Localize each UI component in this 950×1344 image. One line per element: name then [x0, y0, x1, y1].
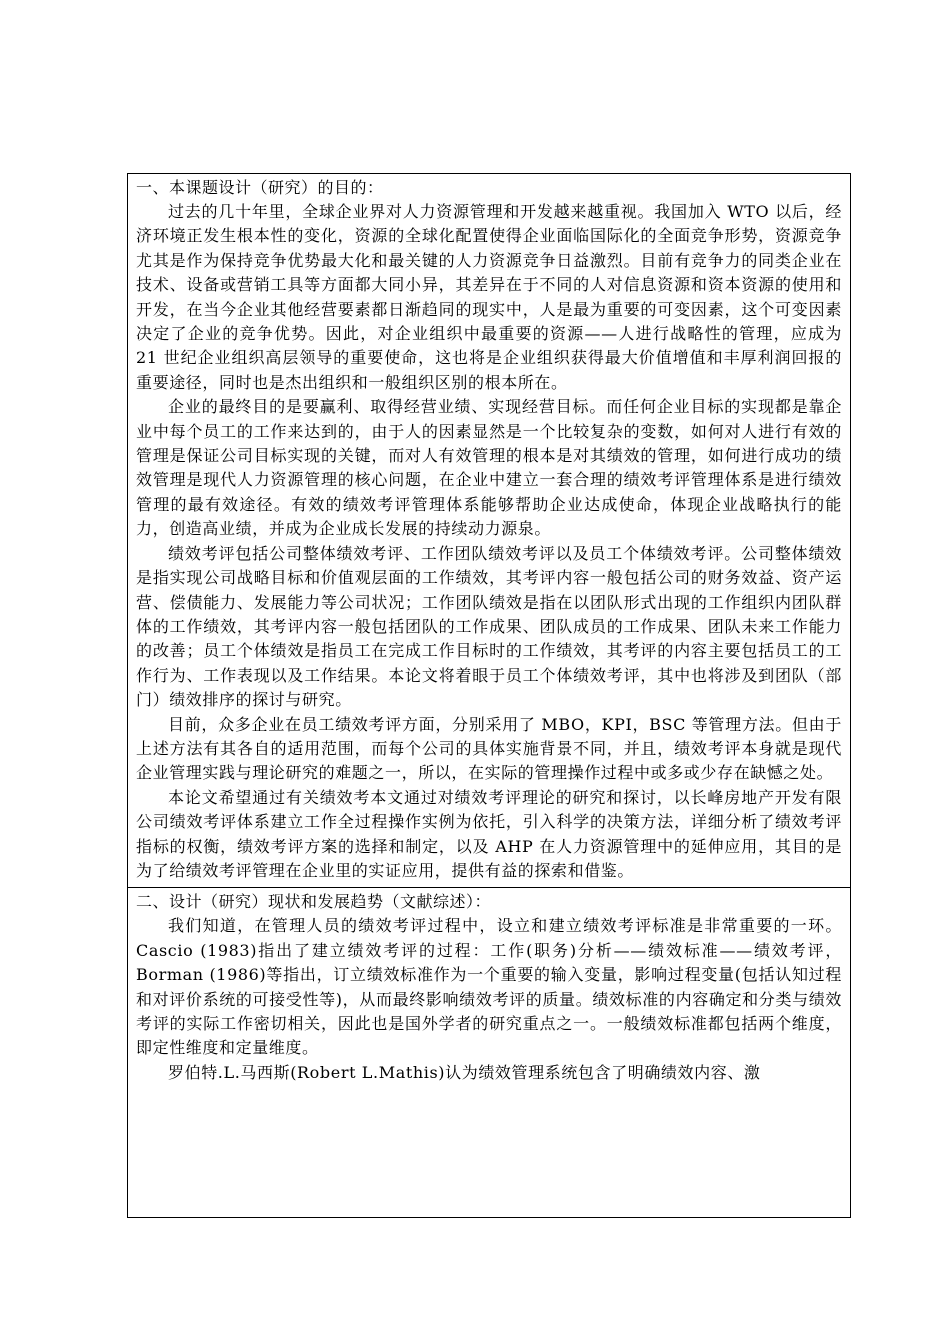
review-paragraph-1: 我们知道，在管理人员的绩效考评过程中，设立和建立绩效考评标准是非常重要的一环。Cascio (1983)指出了建立绩效考评的过程：工作(职务)分析——绩效标准——绩效考评，Borman (1986)等指出，订立绩效标准作为一个重要的输入变量，影响过程变量(包括认知过程和对评价系统的可接受性等)，从而最终影响绩效考评的质量。绩效标准的内容确定和分类与绩效考评的实际工作密切相关，因此也是国外学者的研究重点之一。一般绩效标准都包括两个维度，即定性维度和定量维度。 — [136, 916, 842, 1058]
review-paragraph-2: 罗伯特.L.马西斯(Robert L.Mathis)认为绩效管理系统包含了明确绩效内容、激 — [168, 1062, 761, 1082]
section-purpose-cell — [128, 174, 851, 888]
purpose-paragraph-4: 目前，众多企业在员工绩效考评方面，分别采用了 MBO，KPI，BSC 等管理方法。但由于上述方法有其各自的适用范围，而每个公司的具体实施背景不同，并且，绩效考评本身就是现代企业管理实践与理论研究的难题之一，所以，在实际的管理操作过程中或多或少存在缺憾之处。 — [136, 714, 842, 783]
purpose-paragraph-2: 企业的最终目的是要赢利、取得经营业绩、实现经营目标。而任何企业目标的实现都是靠企业中每个员工的工作来达到的，由于人的因素显然是一个比较复杂的变数，如何对人进行有效的管理是保证公司目标实现的关键，而对人有效管理的根本是对其绩效的管理，如何进行成功的绩效管理是现代人力资源管理的核心问题，在企业中建立一套合理的绩效考评管理体系是进行绩效管理的最有效途径。有效的绩效考评管理体系能够帮助企业达成使命，体现企业战略执行的能力，创造高业绩，并成为企业成长发展的持续动力源泉。 — [136, 397, 842, 539]
section-review-cell — [128, 888, 851, 1218]
table-row — [128, 174, 851, 888]
section-review-heading: 二、设计（研究）现状和发展趋势（文献综述）： — [136, 892, 492, 912]
section-purpose-heading: 一、本课题设计（研究）的目的： — [136, 178, 384, 197]
document-table — [127, 173, 851, 1218]
purpose-paragraph-3: 绩效考评包括公司整体绩效考评、工作团队绩效考评以及员工个体绩效考评。公司整体绩效是指实现公司战略目标和价值观层面的工作绩效，其考评内容一般包括公司的财务效益、资产运营、偿债能力、发展能力等公司状况；工作团队绩效是指在以团队形式出现的工作组织内团队群体的工作绩效，其考评内容一般包括团队的工作成果、团队成员的工作成果、团队未来工作能力的改善；员工个体绩效是指员工在完成工作目标时的工作绩效，其考评的内容主要包括员工的工作行为、工作表现以及工作结果。本论文将着眼于员工个体绩效考评，其中也将涉及到团队（部门）绩效排序的探讨与研究。 — [136, 543, 842, 710]
purpose-paragraph-1: 过去的几十年里，全球企业界对人力资源管理和开发越来越重视。我国加入 WTO 以后，经济环境正发生根本性的变化，资源的全球化配置使得企业面临国际化的全面竞争形势，资源竞争尤其是作为保持竞争优势最大化和最关键的人力资源竞争日益激烈。目前有竞争力的同类企业在技术、设备或营销工具等方面都大同小异，其差异在于不同的人对信息资源和资本资源的使用和开发，在当今企业其他经营要素都日渐趋同的现实中，人是最为重要的可变因素，这个可变因素决定了企业的竞争优势。因此，对企业组织中最重要的资源——人进行战略性的管理，应成为 21 世纪企业组织高层领导的重要使命，这也将是企业组织获得最大价值增值和丰厚利润回报的重要途径，同时也是杰出组织和一般组织区别的根本所在。 — [136, 202, 842, 392]
table-row — [128, 888, 851, 1218]
purpose-paragraph-5: 本论文希望通过有关绩效考本文通过对绩效考评理论的研究和探讨，以长峰房地产开发有限公司绩效考评体系建立工作全过程操作实例为依托，引入科学的决策方法，详细分析了绩效考评指标的权衡，绩效考评方案的选择和制定，以及 AHP 在人力资源管理中的延伸应用，其目的是为了给绩效考评管理在企业里的实证应用，提供有益的探索和借鉴。 — [136, 787, 842, 880]
